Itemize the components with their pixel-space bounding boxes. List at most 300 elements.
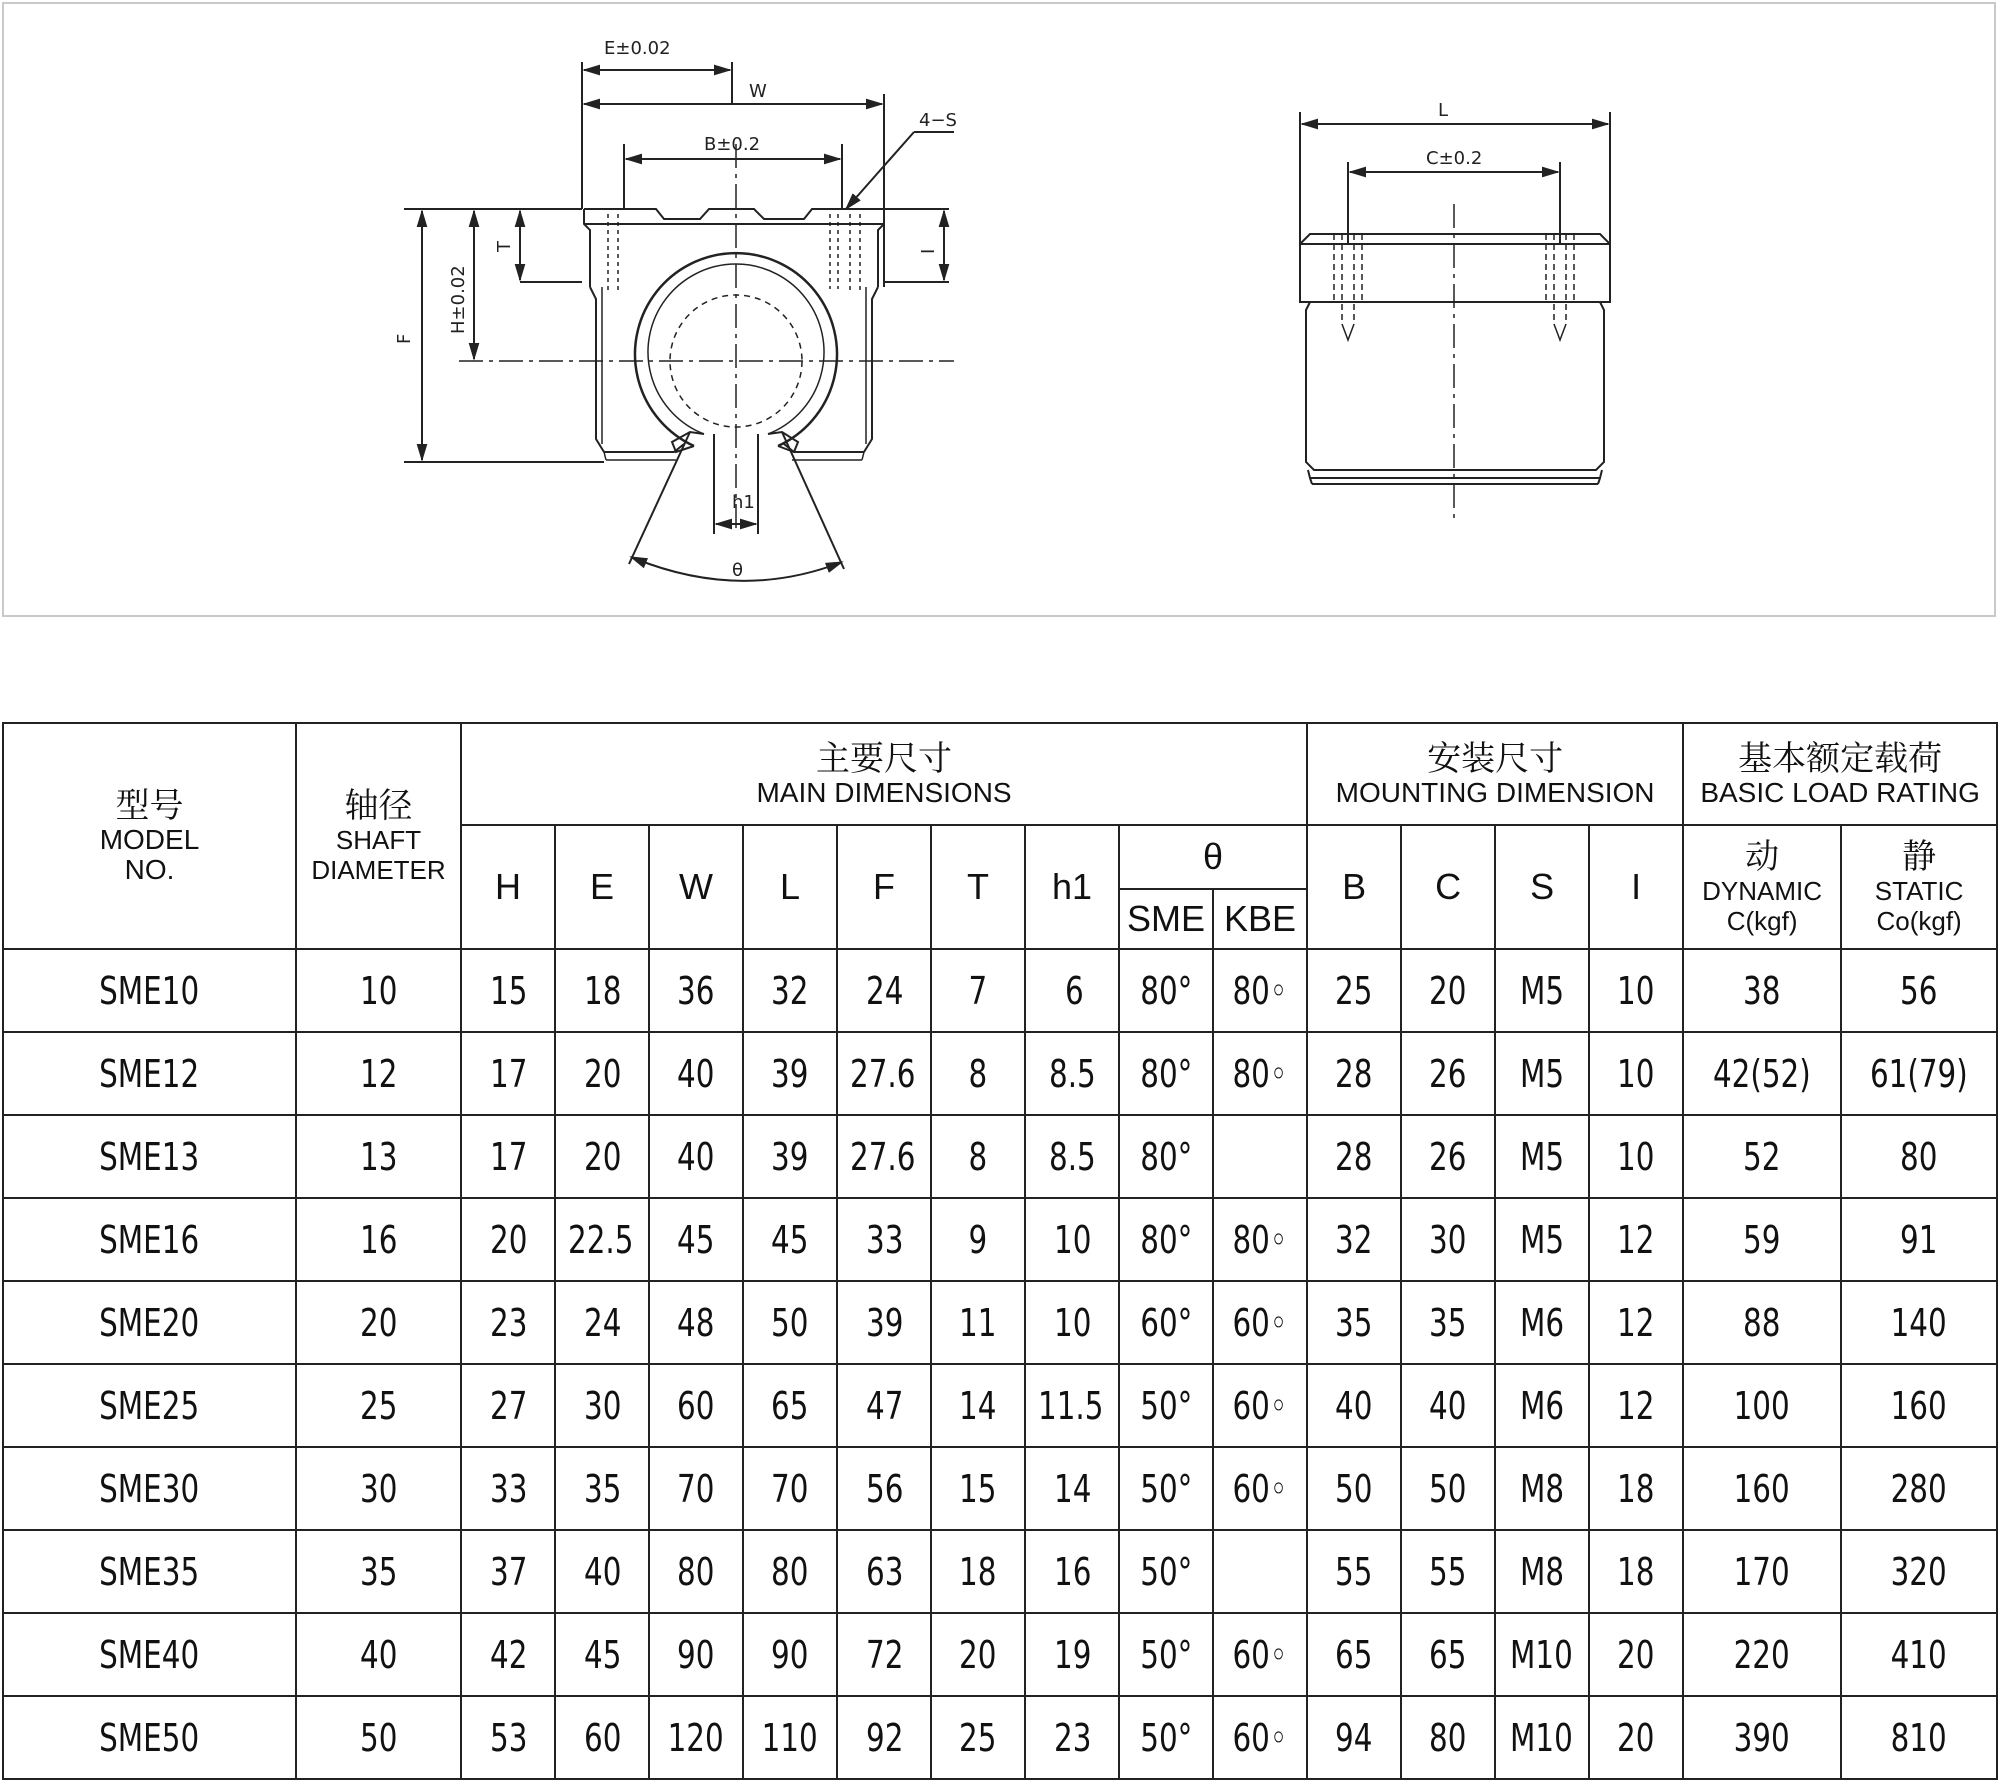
- cell-value: SME16: [99, 1217, 200, 1262]
- cell-value: 15: [959, 1466, 997, 1511]
- cell-l: [743, 1281, 837, 1364]
- cell-h1: [1025, 1115, 1119, 1198]
- cell-e: [555, 1281, 649, 1364]
- cell-s: [1495, 1530, 1589, 1613]
- cell-value: 40: [677, 1134, 715, 1179]
- header-static-zh: 静: [1902, 837, 1937, 877]
- cell-model: [3, 949, 296, 1032]
- cell-value: 90: [677, 1632, 715, 1677]
- cell-value: 45: [677, 1217, 715, 1262]
- label-c: C±0.2: [1426, 148, 1483, 169]
- cell-value: 120: [667, 1715, 725, 1760]
- cell-value: 280: [1891, 1466, 1948, 1511]
- cell-value: 220: [1734, 1632, 1791, 1677]
- cell-model: [3, 1198, 296, 1281]
- cell-f: [837, 1530, 931, 1613]
- cell-value: 14: [959, 1383, 997, 1428]
- table-row: [3, 1115, 1997, 1198]
- cell-c: [1401, 1115, 1495, 1198]
- cell-b: [1307, 1447, 1401, 1530]
- cell-theta-sme: [1119, 1530, 1213, 1613]
- cell-value: 48: [677, 1300, 715, 1345]
- header-mount-zh: 安装尺寸: [1427, 739, 1564, 779]
- label-w: W: [749, 81, 767, 102]
- cell-dynamic: [1683, 1198, 1841, 1281]
- cell-theta-sme: [1119, 1198, 1213, 1281]
- cell-value: 20: [490, 1217, 528, 1262]
- header-col-s: [1495, 825, 1589, 949]
- cell-value: 40: [359, 1632, 398, 1677]
- cell-value: SME50: [99, 1715, 200, 1760]
- cell-value: 80◦: [1232, 1051, 1288, 1096]
- cell-shaft: [296, 1696, 461, 1779]
- cell-value: 20: [959, 1632, 997, 1677]
- cell-value: 10: [1617, 1134, 1655, 1179]
- header-shaft-en-2: DIAMETER: [311, 855, 446, 885]
- cell-b: [1307, 1530, 1401, 1613]
- header-model-zh: 型号: [115, 786, 184, 826]
- header-dynamic-en-1: DYNAMIC: [1702, 876, 1823, 906]
- cell-value: 24: [866, 968, 904, 1013]
- header-main-en: MAIN DIMENSIONS: [756, 777, 1012, 808]
- cell-value: 8.5: [1048, 1051, 1096, 1096]
- cell-value: SME25: [99, 1383, 200, 1428]
- cell-s: [1495, 1198, 1589, 1281]
- label-h1: h1: [732, 492, 755, 513]
- cell-value: 80◦: [1232, 1217, 1288, 1262]
- header-col-sme: [1119, 889, 1213, 949]
- header-main-zh: 主要尺寸: [816, 739, 953, 779]
- cell-value: 40: [584, 1549, 622, 1594]
- cell-dynamic: [1683, 1032, 1841, 1115]
- cell-value: 160: [1891, 1383, 1948, 1428]
- cell-value: 40: [1335, 1383, 1373, 1428]
- cell-value: 70: [771, 1466, 809, 1511]
- cell-l: [743, 1032, 837, 1115]
- cell-value: M5: [1520, 1217, 1565, 1262]
- cell-value: 320: [1891, 1549, 1948, 1594]
- cell-static: [1841, 1613, 1997, 1696]
- cell-h: [461, 1115, 555, 1198]
- cell-b: [1307, 1115, 1401, 1198]
- cell-shaft: [296, 1032, 461, 1115]
- side-view: [1300, 112, 1610, 519]
- cell-e: [555, 1530, 649, 1613]
- header-shaft-zh: 轴径: [344, 786, 413, 826]
- cell-t: [931, 1447, 1025, 1530]
- cell-e: [555, 1115, 649, 1198]
- cell-t: [931, 1115, 1025, 1198]
- cell-static: [1841, 1447, 1997, 1530]
- header-static-en-1: STATIC: [1874, 876, 1964, 906]
- cell-i: [1589, 1696, 1683, 1779]
- cell-model: [3, 1032, 296, 1115]
- cell-l: [743, 949, 837, 1032]
- cell-e: [555, 1696, 649, 1779]
- cell-static: [1841, 1696, 1997, 1779]
- cell-value: 20: [584, 1134, 622, 1179]
- cell-model: [3, 1530, 296, 1613]
- cell-value: M5: [1520, 1134, 1565, 1179]
- cell-t: [931, 1032, 1025, 1115]
- cell-shaft: [296, 949, 461, 1032]
- cell-theta-sme: [1119, 1447, 1213, 1530]
- header-dynamic: [1683, 825, 1841, 949]
- table-row: [3, 1530, 1997, 1613]
- cell-f: [837, 1696, 931, 1779]
- cell-value: SME40: [99, 1632, 200, 1677]
- cell-h: [461, 1032, 555, 1115]
- cell-i: [1589, 1115, 1683, 1198]
- cell-h1: [1025, 1530, 1119, 1613]
- cell-value: 80◦: [1232, 968, 1288, 1013]
- cell-value: 91: [1900, 1217, 1938, 1262]
- cell-value: 27.6: [849, 1134, 916, 1179]
- cell-b: [1307, 1198, 1401, 1281]
- cell-l: [743, 1364, 837, 1447]
- cell-value: 65: [1429, 1632, 1467, 1677]
- cell-value: 170: [1734, 1549, 1791, 1594]
- header-col-h1-label: h1: [1051, 866, 1093, 907]
- cell-c: [1401, 1696, 1495, 1779]
- cell-l: [743, 1696, 837, 1779]
- cell-value: 80: [1429, 1715, 1467, 1760]
- cell-value: 26: [1429, 1051, 1467, 1096]
- cell-value: 60◦: [1232, 1466, 1288, 1511]
- cell-theta-kbe: [1213, 1032, 1307, 1115]
- cell-value: 37: [490, 1549, 528, 1594]
- cell-value: 24: [584, 1300, 622, 1345]
- cell-w: [649, 1447, 743, 1530]
- cell-value: 30: [584, 1383, 622, 1428]
- cell-e: [555, 949, 649, 1032]
- cell-value: 35: [584, 1466, 622, 1511]
- cell-value: 80: [1900, 1134, 1938, 1179]
- cell-value: 55: [1429, 1549, 1467, 1594]
- cell-value: 14: [1054, 1466, 1092, 1511]
- cell-h1: [1025, 949, 1119, 1032]
- cell-e: [555, 1447, 649, 1530]
- cell-value: M8: [1520, 1466, 1565, 1511]
- cell-value: 55: [1335, 1549, 1373, 1594]
- cell-value: 53: [490, 1715, 528, 1760]
- technical-drawing-panel: [2, 2, 1996, 617]
- cell-s: [1495, 1364, 1589, 1447]
- cell-t: [931, 1281, 1025, 1364]
- cell-value: 52: [1743, 1134, 1781, 1179]
- header-col-i-label: I: [1631, 866, 1642, 907]
- label-l: L: [1438, 100, 1449, 121]
- cell-value: 10: [1054, 1217, 1092, 1262]
- header-col-e-label: E: [589, 866, 614, 907]
- cell-value: 60: [584, 1715, 622, 1760]
- cell-value: 410: [1891, 1632, 1948, 1677]
- cell-value: 45: [584, 1632, 622, 1677]
- table-row: [3, 1281, 1997, 1364]
- cell-value: 50: [1335, 1466, 1373, 1511]
- cell-value: 60◦: [1232, 1383, 1288, 1428]
- header-col-s-label: S: [1530, 866, 1555, 907]
- cell-w: [649, 949, 743, 1032]
- cell-h: [461, 1696, 555, 1779]
- cell-dynamic: [1683, 1364, 1841, 1447]
- cell-value: 80: [771, 1549, 809, 1594]
- cell-model: [3, 1115, 296, 1198]
- cell-value: 140: [1891, 1300, 1948, 1345]
- table-row: [3, 1613, 1997, 1696]
- cell-value: 17: [490, 1134, 528, 1179]
- header-shaft: [296, 723, 461, 949]
- cell-value: 32: [771, 968, 809, 1013]
- cell-dynamic: [1683, 1115, 1841, 1198]
- header-static-en-2: Co(kgf): [1876, 906, 1962, 936]
- cell-e: [555, 1364, 649, 1447]
- cell-static: [1841, 1032, 1997, 1115]
- cell-model: [3, 1447, 296, 1530]
- cell-value: 8.5: [1048, 1134, 1096, 1179]
- cell-c: [1401, 1032, 1495, 1115]
- cell-value: 160: [1734, 1466, 1791, 1511]
- cell-value: 80: [677, 1549, 715, 1594]
- header-col-kbe-label: KBE: [1224, 898, 1297, 939]
- table-body: [3, 949, 1997, 1779]
- cell-theta-sme: [1119, 949, 1213, 1032]
- cell-value: 42(52): [1713, 1051, 1811, 1096]
- cell-value: 40: [1429, 1383, 1467, 1428]
- cell-value: 63: [866, 1549, 904, 1594]
- header-load-en: BASIC LOAD RATING: [1700, 777, 1980, 808]
- cell-value: 80°: [1139, 1051, 1193, 1096]
- cell-b: [1307, 1281, 1401, 1364]
- cell-value: 110: [761, 1715, 819, 1760]
- cell-h: [461, 1281, 555, 1364]
- cell-theta-kbe: [1213, 949, 1307, 1032]
- cell-value: M10: [1509, 1715, 1573, 1760]
- cell-value: 56: [866, 1466, 904, 1511]
- cell-value: 60◦: [1232, 1715, 1288, 1760]
- header-dynamic-zh: 动: [1745, 837, 1780, 877]
- cell-f: [837, 1032, 931, 1115]
- cell-f: [837, 949, 931, 1032]
- table-row: [3, 949, 1997, 1032]
- cell-value: 17: [490, 1051, 528, 1096]
- header-theta-label: θ: [1203, 836, 1224, 877]
- cell-value: SME30: [99, 1466, 200, 1511]
- cell-e: [555, 1198, 649, 1281]
- header-col-e: [555, 825, 649, 949]
- cell-value: 20: [1429, 968, 1467, 1013]
- cell-static: [1841, 1530, 1997, 1613]
- cell-dynamic: [1683, 1530, 1841, 1613]
- cell-shaft: [296, 1530, 461, 1613]
- cell-value: SME13: [99, 1134, 200, 1179]
- cell-s: [1495, 1281, 1589, 1364]
- cell-l: [743, 1613, 837, 1696]
- header-col-c: [1401, 825, 1495, 949]
- cell-s: [1495, 1613, 1589, 1696]
- cell-value: 45: [771, 1217, 809, 1262]
- cell-s: [1495, 1032, 1589, 1115]
- cell-value: 30: [359, 1466, 398, 1511]
- cell-dynamic: [1683, 1281, 1841, 1364]
- cell-h1: [1025, 1696, 1119, 1779]
- cell-value: 39: [771, 1051, 809, 1096]
- cell-value: 10: [1617, 1051, 1655, 1096]
- cell-value: 18: [959, 1549, 997, 1594]
- cell-value: 20: [584, 1051, 622, 1096]
- cell-theta-sme: [1119, 1696, 1213, 1779]
- cell-value: SME10: [99, 968, 200, 1013]
- cell-value: 70: [677, 1466, 715, 1511]
- cell-value: 26: [1429, 1134, 1467, 1179]
- cell-value: M6: [1520, 1383, 1565, 1428]
- cell-value: 50°: [1139, 1715, 1193, 1760]
- cell-value: 12: [1617, 1383, 1655, 1428]
- cell-t: [931, 1364, 1025, 1447]
- cell-dynamic: [1683, 949, 1841, 1032]
- cell-value: 20: [359, 1300, 398, 1345]
- cell-b: [1307, 949, 1401, 1032]
- cell-value: 25: [359, 1383, 398, 1428]
- header-model-en-1: MODEL: [99, 824, 200, 855]
- cell-value: 35: [1335, 1300, 1373, 1345]
- cell-f: [837, 1198, 931, 1281]
- cell-value: 39: [866, 1300, 904, 1345]
- cell-value: 25: [959, 1715, 997, 1760]
- cell-h: [461, 1613, 555, 1696]
- cell-f: [837, 1447, 931, 1530]
- cell-c: [1401, 1613, 1495, 1696]
- cell-value: 23: [1054, 1715, 1092, 1760]
- cell-value: 30: [1429, 1217, 1467, 1262]
- cell-value: M6: [1520, 1300, 1565, 1345]
- header-col-w-label: W: [679, 866, 713, 907]
- cell-c: [1401, 1447, 1495, 1530]
- cell-dynamic: [1683, 1696, 1841, 1779]
- cell-value: 12: [1617, 1217, 1655, 1262]
- cell-value: 94: [1335, 1715, 1373, 1760]
- label-e: E±0.02: [604, 38, 671, 59]
- header-col-h: [461, 825, 555, 949]
- cell-value: 28: [1335, 1134, 1373, 1179]
- cell-c: [1401, 1364, 1495, 1447]
- cell-f: [837, 1613, 931, 1696]
- cell-value: 16: [1054, 1549, 1092, 1594]
- cell-b: [1307, 1364, 1401, 1447]
- cell-value: 40: [677, 1051, 715, 1096]
- cell-value: 10: [1054, 1300, 1092, 1345]
- cell-dynamic: [1683, 1613, 1841, 1696]
- table-row: [3, 1447, 1997, 1530]
- cell-value: 60: [677, 1383, 715, 1428]
- cell-theta-kbe: [1213, 1530, 1307, 1613]
- header-load-rating: [1683, 723, 1997, 825]
- label-b: B±0.2: [704, 134, 761, 155]
- header-col-sme-label: SME: [1126, 898, 1205, 939]
- cell-value: 47: [866, 1383, 904, 1428]
- cell-s: [1495, 1696, 1589, 1779]
- header-col-w: [649, 825, 743, 949]
- cell-value: 6: [1065, 968, 1084, 1013]
- cell-theta-sme: [1119, 1364, 1213, 1447]
- cell-c: [1401, 1530, 1495, 1613]
- cell-model: [3, 1613, 296, 1696]
- cell-h: [461, 1530, 555, 1613]
- cell-static: [1841, 1364, 1997, 1447]
- cell-e: [555, 1613, 649, 1696]
- cell-value: 80°: [1139, 1217, 1193, 1262]
- table-row: [3, 1364, 1997, 1447]
- cell-theta-kbe: [1213, 1281, 1307, 1364]
- cell-value: 18: [1617, 1549, 1655, 1594]
- cell-t: [931, 1613, 1025, 1696]
- cell-theta-kbe: [1213, 1364, 1307, 1447]
- cell-value: 25: [1335, 968, 1373, 1013]
- cell-theta-kbe: [1213, 1613, 1307, 1696]
- table-row: [3, 1032, 1997, 1115]
- cell-w: [649, 1198, 743, 1281]
- cell-value: 80°: [1139, 968, 1193, 1013]
- cell-c: [1401, 1281, 1495, 1364]
- cell-theta-kbe: [1213, 1447, 1307, 1530]
- cell-theta-sme: [1119, 1281, 1213, 1364]
- cell-value: 38: [1743, 968, 1781, 1013]
- technical-drawing: [4, 4, 1998, 619]
- cell-value: 50°: [1139, 1466, 1193, 1511]
- header-model-en-2: NO.: [124, 854, 175, 885]
- cell-value: 32: [1335, 1217, 1373, 1262]
- cell-value: 22.5: [567, 1217, 634, 1262]
- cell-h1: [1025, 1613, 1119, 1696]
- cell-i: [1589, 1032, 1683, 1115]
- header-col-h1: [1025, 825, 1119, 949]
- cell-value: 90: [771, 1632, 809, 1677]
- cell-w: [649, 1364, 743, 1447]
- label-h: H±0.02: [448, 265, 469, 334]
- header-shaft-en-1: SHAFT: [335, 825, 422, 855]
- cell-i: [1589, 949, 1683, 1032]
- label-i: I: [918, 248, 939, 254]
- cell-value: 50°: [1139, 1549, 1193, 1594]
- cell-value: M5: [1520, 968, 1565, 1013]
- cell-l: [743, 1447, 837, 1530]
- header-col-kbe: [1213, 889, 1307, 949]
- cell-i: [1589, 1530, 1683, 1613]
- cell-value: 27.6: [849, 1051, 916, 1096]
- cell-value: 50: [359, 1715, 398, 1760]
- cell-i: [1589, 1281, 1683, 1364]
- cell-h: [461, 1364, 555, 1447]
- header-mounting-dimension: [1307, 723, 1683, 825]
- label-s: 4−S: [919, 110, 957, 131]
- cell-model: [3, 1281, 296, 1364]
- cell-value: 60°: [1139, 1300, 1193, 1345]
- label-f: F: [394, 333, 415, 344]
- cell-value: 23: [490, 1300, 528, 1345]
- cell-static: [1841, 1115, 1997, 1198]
- cell-shaft: [296, 1447, 461, 1530]
- cell-value: 390: [1734, 1715, 1791, 1760]
- cell-w: [649, 1696, 743, 1779]
- cell-value: 19: [1054, 1632, 1092, 1677]
- cell-h1: [1025, 1447, 1119, 1530]
- cell-value: M8: [1520, 1549, 1565, 1594]
- header-col-t: [931, 825, 1025, 949]
- cell-value: 11: [959, 1300, 997, 1345]
- cell-value: 92: [866, 1715, 904, 1760]
- header-dynamic-en-2: C(kgf): [1726, 906, 1798, 936]
- header-col-i: [1589, 825, 1683, 949]
